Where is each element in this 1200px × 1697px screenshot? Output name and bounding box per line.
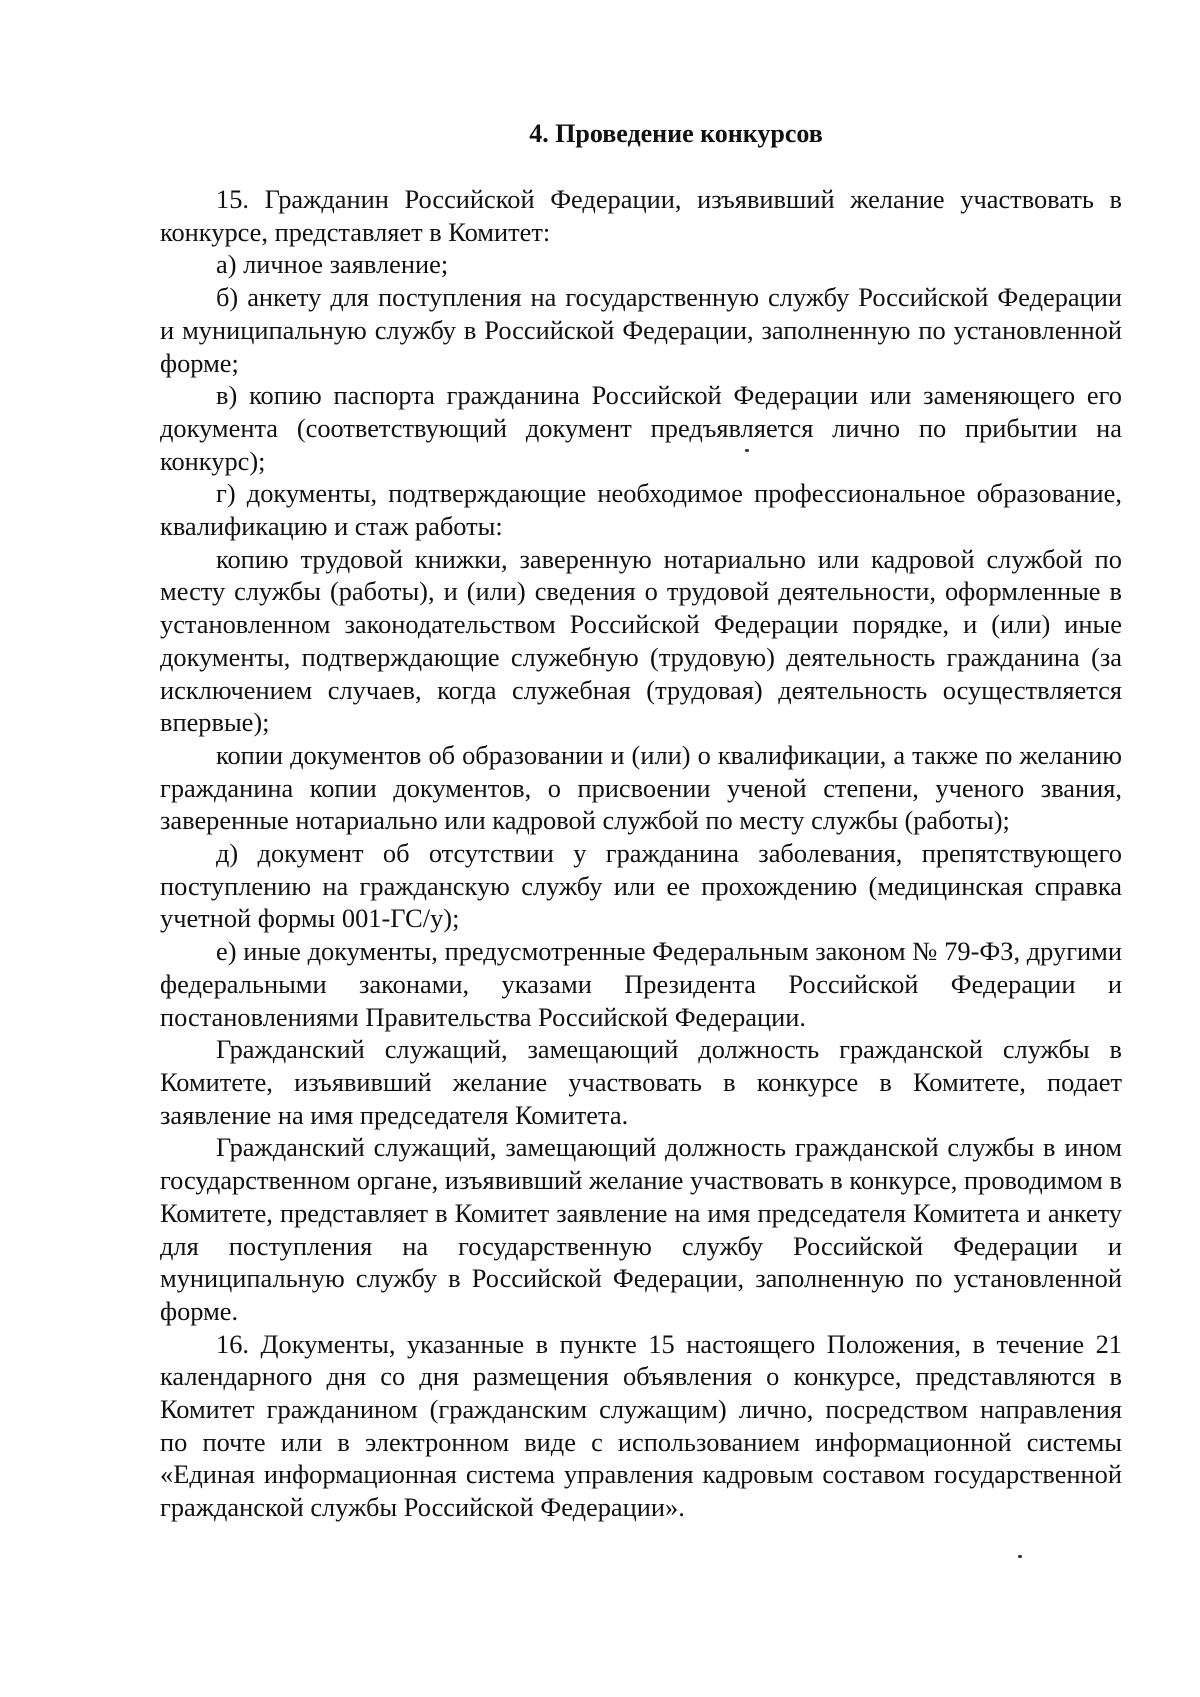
- paragraph-labor-record: копию трудовой книжки, заверенную нотариально или кадровой службой по месту службы (работы), и (или) сведения о трудовой деятельности, оформленные в установленном законодательством Российской Федерации порядке, и (или) иные документы, подтверждающие служебную (трудовую) деятельность гражданина (за исключением случаев, когда служебная (трудовая) деятельность осуществляется впервые);: [160, 543, 1122, 738]
- paragraph-16: 16. Документы, указанные в пункте 15 настоящего Положения, в течение 21 календарного дня со дня размещения объявления о конкурсе, представляются в Комитет гражданином (гражданским служащим) лично, посредством направления по почте или в электронном виде с использованием информационной системы «Единая информационная система управления кадровым составом государственной гражданской службы Российской Федерации».: [160, 1328, 1122, 1523]
- paragraph-civil-servant-other-body: Гражданский служащий, замещающий должность гражданской службы в ином государственном органе, изъявивший желание участвовать в конкурсе, проводимом в Комитете, представляет в Комитет заявление на имя председателя Комитета и анкету для поступления на государственную службу Российской Федерации и муниципальную службу в Российской Федерации, заполненную по установленной форме.: [160, 1132, 1122, 1326]
- document-page: [160, 0, 1122, 1697]
- scan-speck: [745, 449, 749, 452]
- paragraph-item-v: в) копию паспорта гражданина Российской Федерации или заменяющего его документа (соответствующий документ предъявляется лично по прибытии на конкурс);: [160, 380, 1122, 476]
- paragraph-item-d: д) документ об отсутствии у гражданина заболевания, препятствующего поступлению на гражданскую службу или ее прохождению (медицинская справка учетной формы 001-ГС/у);: [160, 838, 1122, 934]
- paragraph-item-a: а) личное заявление;: [216, 249, 449, 280]
- paragraph-education-docs: копии документов об образовании и (или) о квалификации, а также по желанию гражданина копии документов, о присвоении ученой степени, ученого звания, заверенные нотариально или кадровой службой по месту службы (работы);: [160, 739, 1122, 836]
- section-heading: 4. Проведение конкурсов: [529, 119, 823, 148]
- scan-speck: [1018, 1555, 1022, 1558]
- paragraph-item-b: б) анкету для поступления на государственную службу Российской Федерации и муниципальную службу в Российской Федерации, заполненную по установленной форме;: [160, 282, 1122, 378]
- paragraph-item-e: е) иные документы, предусмотренные Федеральным законом № 79-ФЗ, другими федеральными законами, указами Президента Российской Федерации и постановлениями Правительства Российской Федерации.: [160, 936, 1122, 1032]
- paragraph-15-intro: 15. Гражданин Российской Федерации, изъявивший желание участвовать в конкурсе, представляет в Комитет:: [160, 184, 1122, 247]
- paragraph-item-g: г) документы, подтверждающие необходимое профессиональное образование, квалификацию и стаж работы:: [160, 478, 1122, 542]
- document-body: [160, 183, 1122, 1524]
- paragraph-civil-servant-committee: Гражданский служащий, замещающий должность гражданской службы в Комитете, изъявивший желание участвовать в конкурсе в Комитете, подает заявление на имя председателя Комитета.: [160, 1034, 1122, 1130]
